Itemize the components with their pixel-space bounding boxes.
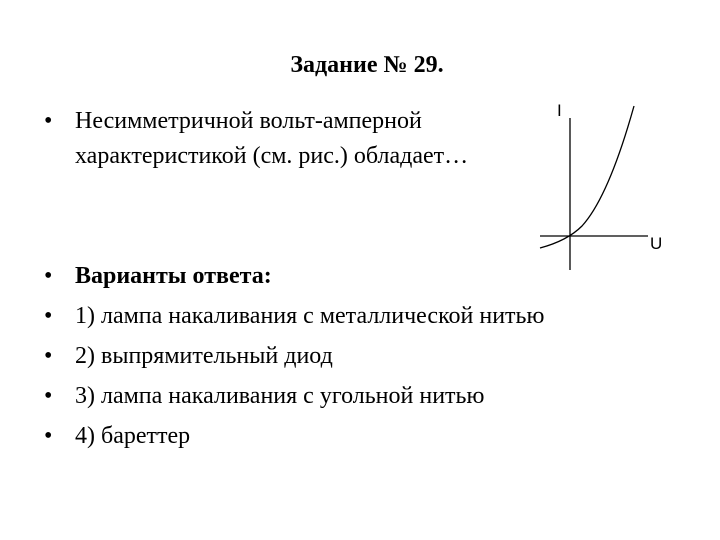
x-axis-label: U xyxy=(650,234,663,253)
answer-list xyxy=(44,256,684,456)
answer-option-3[interactable] xyxy=(44,376,684,416)
bullet: • xyxy=(44,263,53,289)
answer-heading-text: Варианты ответа: xyxy=(75,263,272,289)
question-text: Несимметричной вольт-амперной характеристикой (см. рис.) обладает… xyxy=(75,108,469,169)
bullet: • xyxy=(44,343,53,369)
y-axis-label: I xyxy=(557,101,562,120)
answer-heading xyxy=(44,256,684,296)
bullet: • xyxy=(44,108,53,134)
bullet: • xyxy=(44,383,53,409)
bullet: • xyxy=(44,423,53,449)
task-title: Задание № 29. xyxy=(290,52,444,78)
iv-characteristic-figure xyxy=(530,96,680,276)
answer-option-text: 1) лампа накаливания с металлической нитью xyxy=(75,303,545,329)
answer-option-text: 2) выпрямительный диод xyxy=(75,343,333,369)
answer-option-4[interactable] xyxy=(44,416,684,456)
answer-option-1[interactable] xyxy=(44,296,684,336)
iv-curve xyxy=(540,106,634,248)
answer-option-text: 3) лампа накаливания с угольной нитью xyxy=(75,383,485,409)
bullet: • xyxy=(44,303,53,329)
answer-option-2[interactable] xyxy=(44,336,684,376)
answer-option-text: 4) бареттер xyxy=(75,423,191,449)
question-item xyxy=(44,104,534,174)
